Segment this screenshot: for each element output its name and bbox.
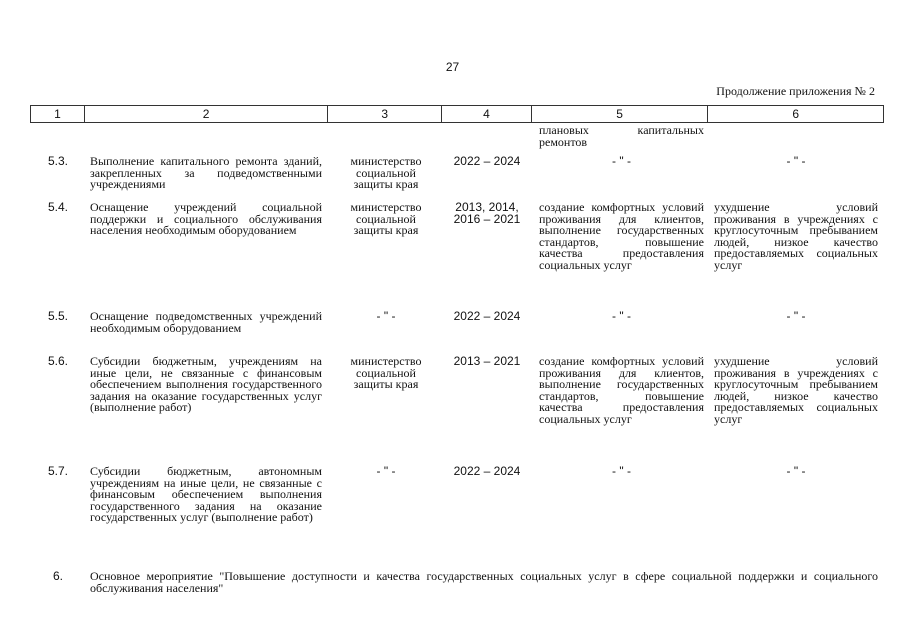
row-consequence: ухудшение условий проживания в учреждениях с круглосуточным пребыванием людей, низкое качество предоставляемых социальных услуг: [714, 354, 878, 426]
row-period: 2022 – 2024: [453, 154, 521, 168]
row-number: 5.4.: [47, 200, 68, 214]
header-col-5: 5: [532, 106, 709, 122]
row-name: Субсидии бюджетным, автономным учреждениям на иные цели, не связанные с финансовым обеспечением выполнения государственного задания на оказание государственных услуг (выполнение работ): [90, 464, 322, 524]
row-name: Оснащение учреждений социальной поддержки и социального обслуживания населения необходимым оборудованием: [90, 200, 322, 237]
table-header: [30, 105, 884, 123]
row-number: 5.5.: [47, 309, 68, 323]
row-executor: - " -: [376, 309, 396, 323]
header-col-4: 4: [442, 106, 532, 122]
row-result: - " -: [612, 464, 631, 478]
page-number: 27: [445, 60, 460, 74]
row-result: - " -: [612, 309, 631, 323]
row-consequence: ухудшение условий проживания в учреждениях с круглосуточным пребыванием людей, низкое качество предоставляемых социальных услуг: [714, 200, 878, 272]
row-executor: - " -: [376, 464, 396, 478]
row-name: Субсидии бюджетным, учреждениям на иные цели, не связанные с финансовым обеспечением выполнения государственного задания на оказание государственных услуг (выполнение работ): [90, 354, 322, 414]
main-activity-number: 6.: [52, 569, 63, 583]
header-col-1: 1: [31, 106, 85, 122]
row-period: 2022 – 2024: [453, 464, 521, 478]
row-number: 5.7.: [47, 464, 68, 478]
row-period: 2022 – 2024: [453, 309, 521, 323]
row-result: - " -: [612, 154, 631, 168]
row-executor: министерство социальной защиты края: [350, 354, 422, 391]
row-name: Оснащение подведомственных учреждений необходимым оборудованием: [90, 309, 322, 335]
continuation-label: Продолжение приложения № 2: [716, 84, 875, 98]
row-period: 2013, 2014, 2016 – 2021: [453, 200, 521, 226]
row-number: 5.3.: [47, 154, 68, 168]
carryover-text: плановых капитальных ремонтов: [539, 123, 704, 149]
row-consequence: - " -: [786, 154, 806, 168]
header-col-6: 6: [792, 107, 800, 121]
main-activity-text: Основное мероприятие "Повышение доступности и качества государственных социальных услуг в сфере социальной поддержки и социального обслуживания населения": [90, 569, 878, 595]
row-consequence: - " -: [786, 464, 806, 478]
row-consequence: - " -: [786, 309, 806, 323]
row-executor: министерство социальной защиты края: [350, 200, 422, 237]
row-result: создание комфортных условий проживания для клиентов, выполнение государственных стандартов, повышение качества предоставления социальных услуг: [539, 354, 704, 426]
row-executor: министерство социальной защиты края: [350, 154, 422, 191]
row-number: 5.6.: [47, 354, 68, 368]
row-period: 2013 – 2021: [453, 354, 521, 368]
row-result: создание комфортных условий проживания для клиентов, выполнение государственных стандартов, повышение качества предоставления социальных услуг: [539, 200, 704, 272]
header-col-2: 2: [85, 106, 328, 122]
row-name: Выполнение капитального ремонта зданий, закрепленных за подведомственными учреждениями: [90, 154, 322, 191]
header-col-3: 3: [328, 106, 442, 122]
